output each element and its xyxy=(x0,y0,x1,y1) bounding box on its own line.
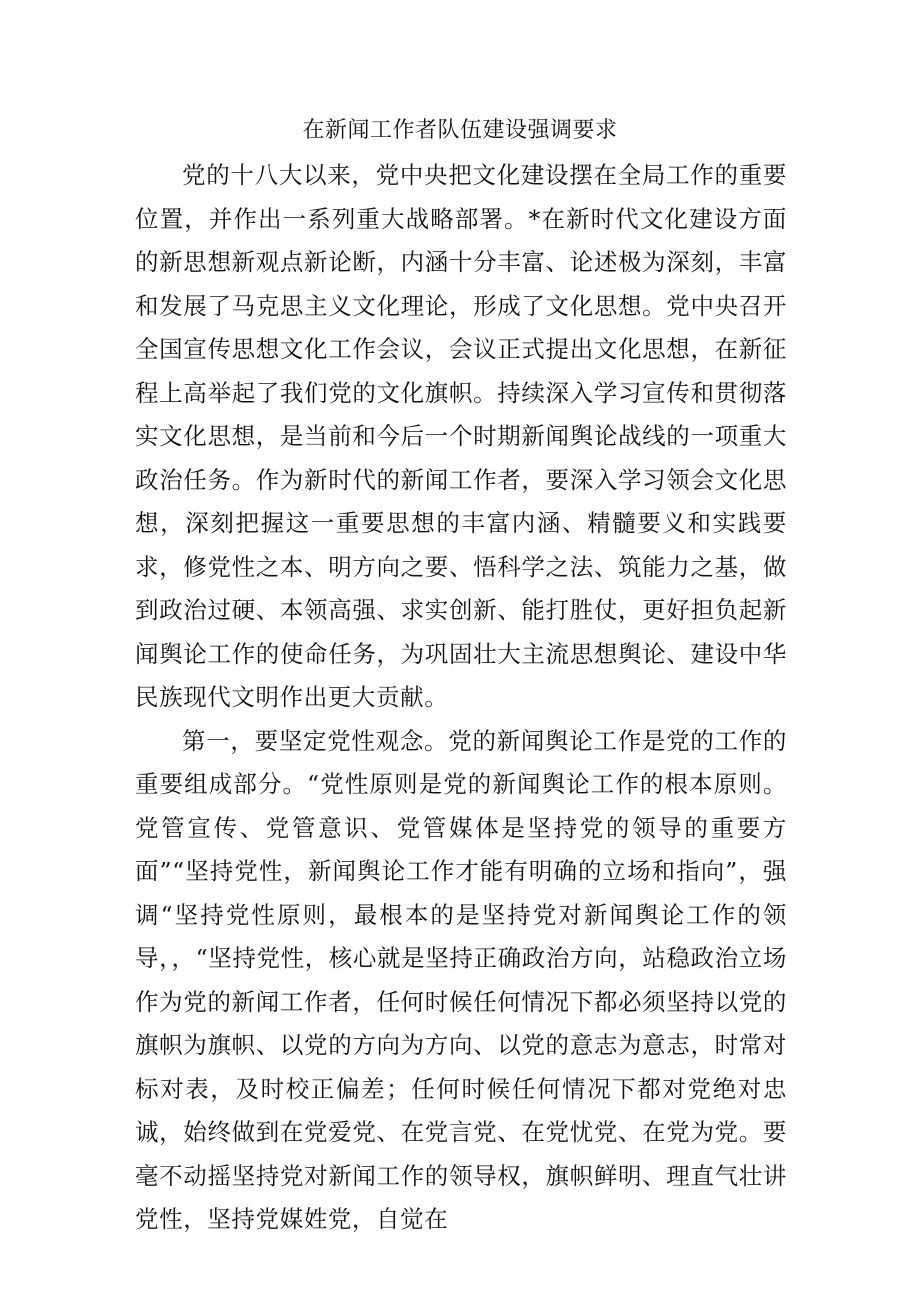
document-title: 在新闻工作者队伍建设强调要求 xyxy=(302,118,618,143)
document-body xyxy=(135,154,787,1242)
paragraph-party-spirit: 第一，要坚定党性观念。党的新闻舆论工作是党的工作的重要组成部分。“党性原则是党的新闻舆论工作的根本原则。党管宣传、党管意识、党管媒体是坚持党的领导的重要方面”“坚持党性，新闻舆论工作才能有明确的立场和指向”，强调“坚持党性原则，最根本的是坚持党对新闻舆论工作的领导，，“坚持党性，核心就是坚持正确政治方向，站稳政治立场作为党的新闻工作者，任何时候任何情况下都必须坚持以党的旗帜为旗帜、以党的方向为方向、以党的意志为意志，时常对标对表，及时校正偏差；任何时候任何情况下都对党绝对忠诚，始终做到在党爱党、在党言党、在党忧党、在党为党。要毫不动摇坚持党对新闻工作的领导权，旗帜鲜明、理直气壮讲党性，坚持党媒姓党，自觉在 xyxy=(135,726,787,1233)
paragraph-intro: 党的十八大以来，党中央把文化建设摆在全局工作的重要位置，并作出一系列重大战略部署。*在新时代文化建设方面的新思想新观点新论断，内涵十分丰富、论述极为深刻，丰富和发展了马克思主义文化理论，形成了文化思想。党中央召开全国宣传思想文化工作会议，会议正式提出文化思想，在新征程上高举起了我们党的文化旗帜。持续深入学习宣传和贯彻落实文化思想，是当前和今后一个时期新闻舆论战线的一项重大政治任务。作为新时代的新闻工作者，要深入学习领会文化思想，深刻把握这一重要思想的丰富内涵、精髓要义和实践要求，修党性之本、明方向之要、悟科学之法、筑能力之基，做到政治过硬、本领高强、求实创新、能打胜仗，更好担负起新闻舆论工作的使命任务，为巩固壮大主流思想舆论、建设中华民族现代文明作出更大贡献。 xyxy=(135,161,787,711)
